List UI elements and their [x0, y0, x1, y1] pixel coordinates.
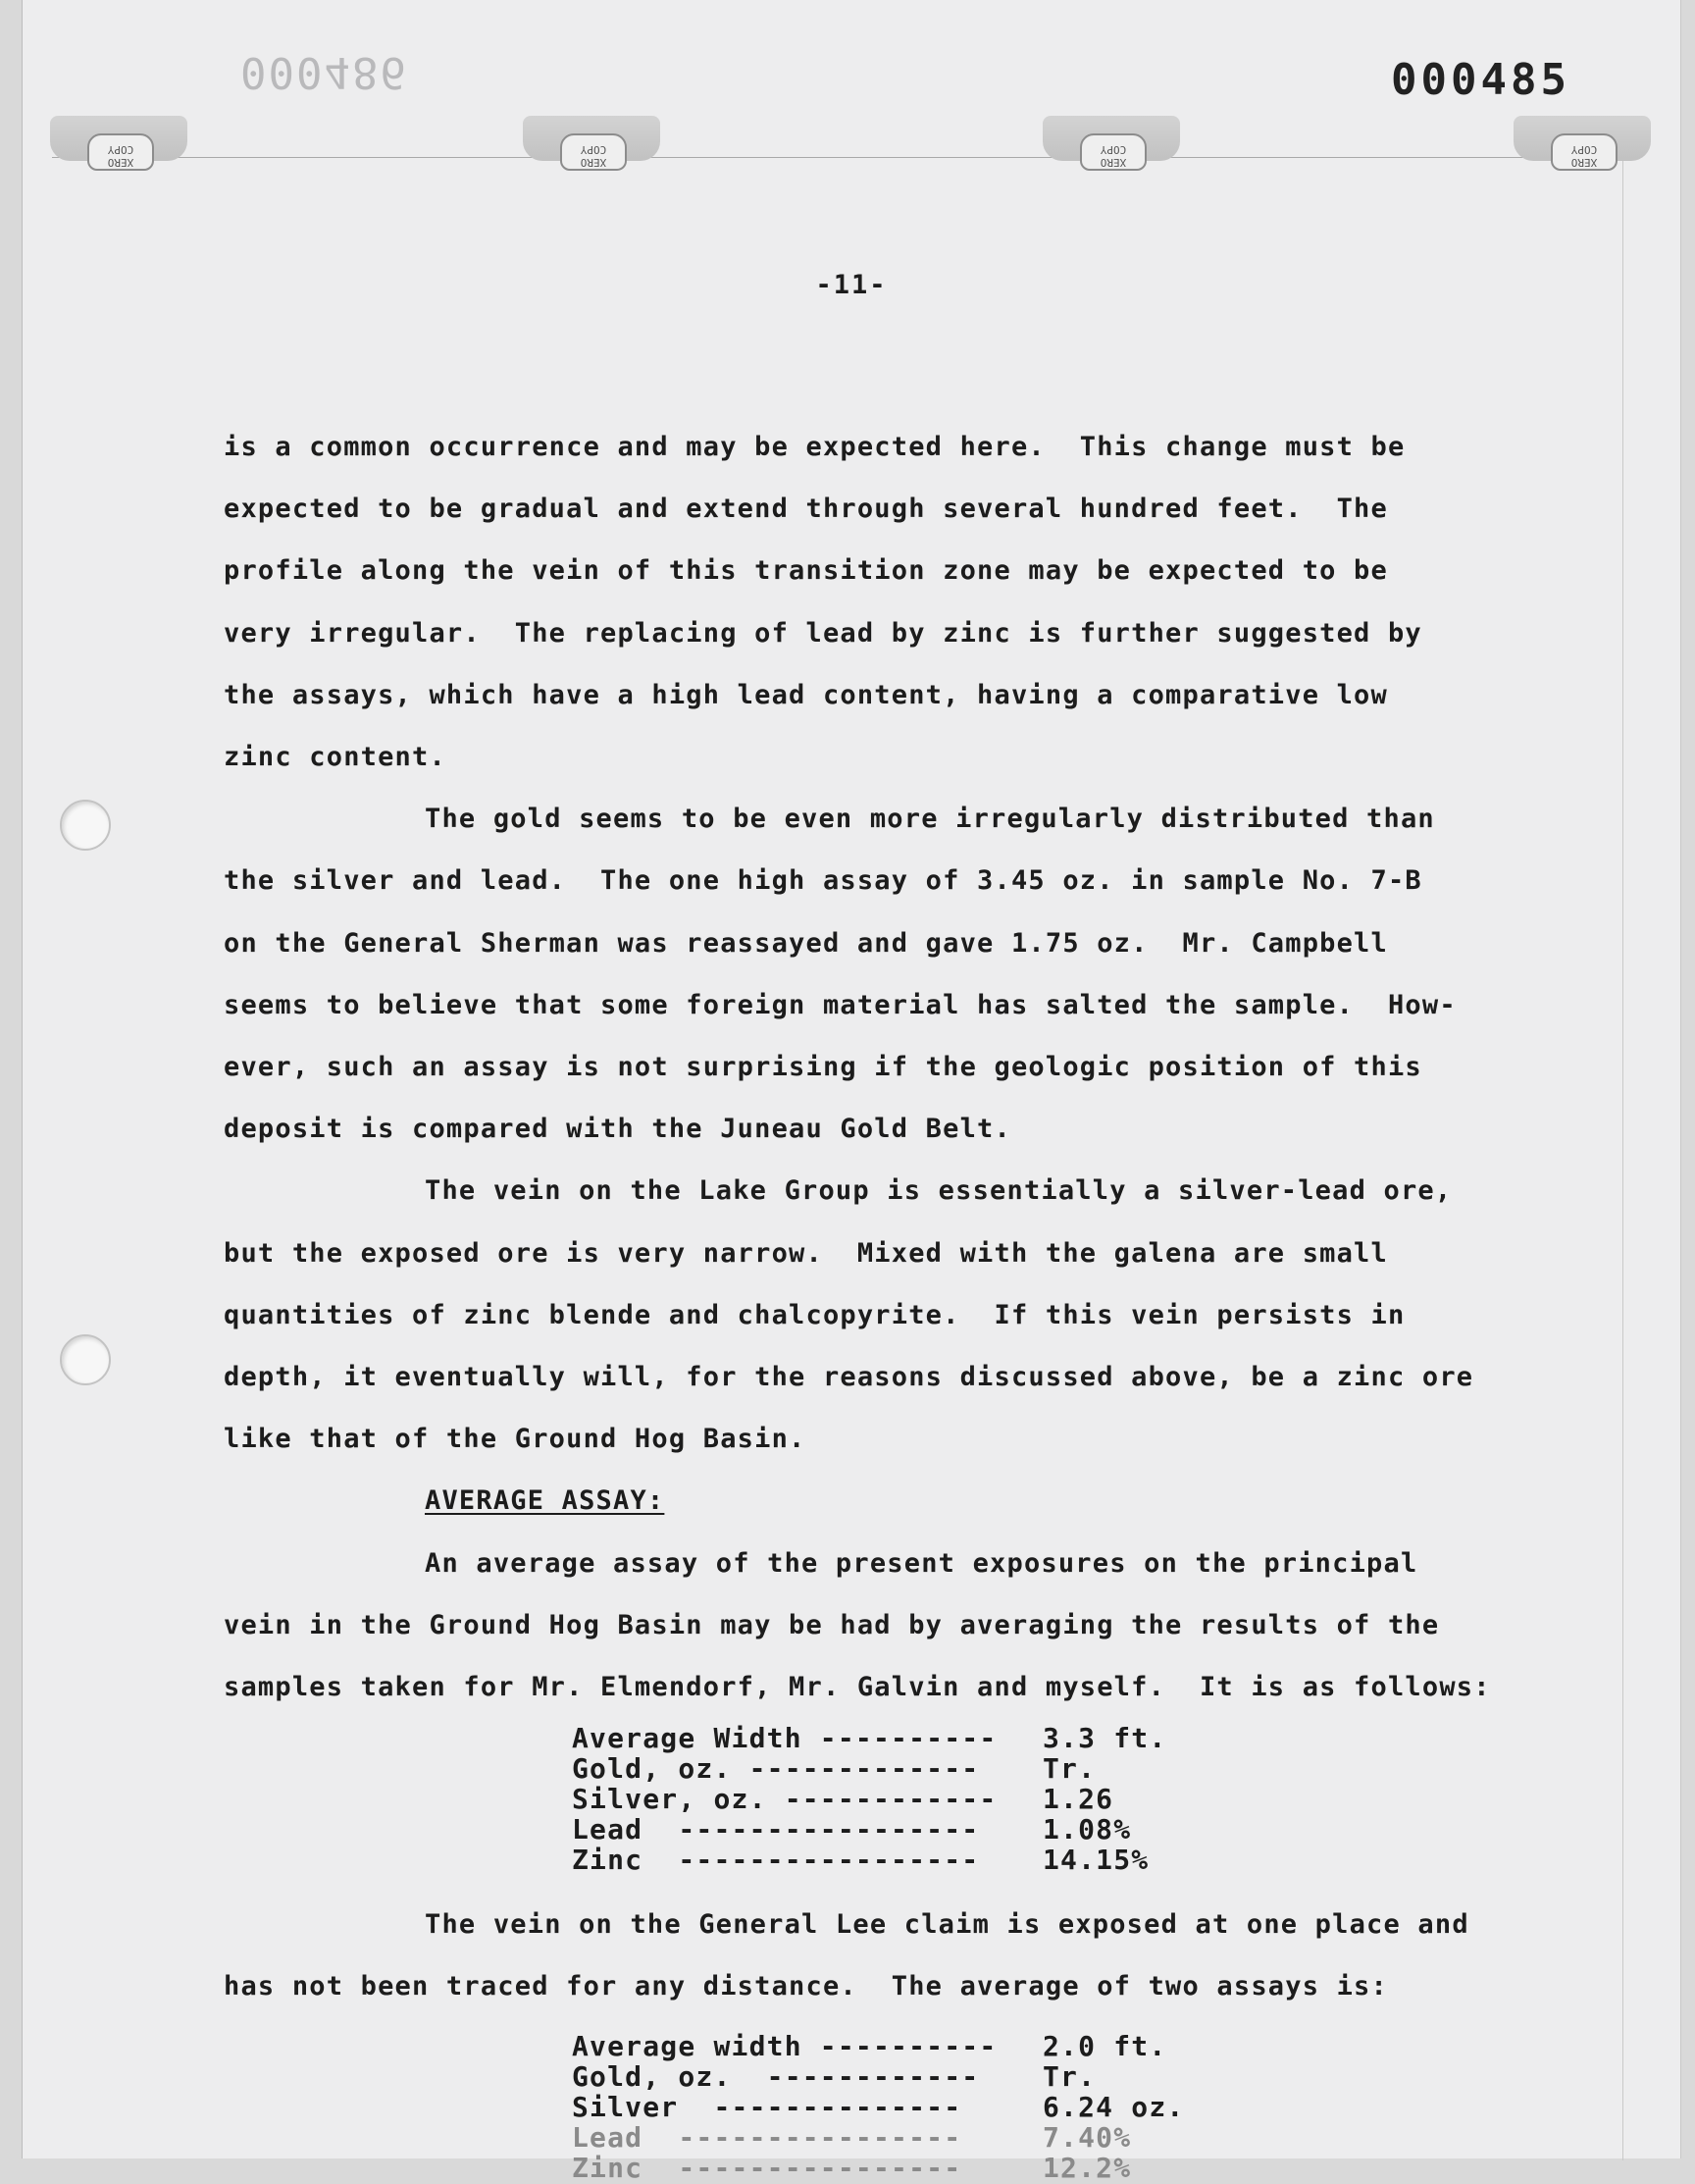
table-row: Gold, oz. ------------- Tr. — [572, 1752, 1097, 1785]
page-edge — [1622, 159, 1623, 2160]
text-line: The vein on the General Lee claim is exposed at one place and — [425, 1909, 1469, 1940]
text-line: but the exposed ore is very narrow. Mixed with the galena are small — [224, 1237, 1388, 1269]
text-line: samples taken for Mr. Elmendorf, Mr. Galvin and myself. It is as follows: — [224, 1672, 1491, 1703]
mirrored-page-number: 000486 — [240, 47, 408, 97]
text-line: the silver and lead. The one high assay of 3.45 oz. in sample No. 7-B — [224, 865, 1422, 897]
xero-copy-tab — [1514, 116, 1651, 169]
table-row: Silver -------------- 6.24 oz. — [572, 2091, 1185, 2123]
xero-copy-tab — [50, 116, 187, 169]
binder-hole — [60, 800, 111, 851]
body-text — [224, 416, 1597, 1718]
text-line: depth, it eventually will, for the reasons discussed above, be a zinc ore — [224, 1362, 1474, 1393]
text-line: is a common occurrence and may be expected here. This change must be — [224, 432, 1406, 462]
text-line: seems to believe that some foreign material has salted the sample. How- — [224, 989, 1457, 1020]
xero-copy-tab — [1043, 116, 1180, 169]
text-line: very irregular. The replacing of lead by zinc is further suggested by — [224, 617, 1422, 649]
page-number: 000485 — [1391, 55, 1570, 105]
general-lee-assay-table — [572, 2031, 1184, 2183]
xero-copy-stamp: XERO COPY — [1551, 133, 1618, 171]
xero-copy-tab — [523, 116, 660, 169]
table-row: Gold, oz. ------------ Tr. — [572, 2060, 1097, 2093]
text-line: has not been traced for any distance. The average of two assays is: — [224, 1971, 1388, 2002]
text-line: profile along the vein of this transition zone may be expected to be — [224, 555, 1388, 587]
text-line: ever, such an assay is not surprising if the geologic position of this — [224, 1052, 1422, 1083]
table-row: Average Width ---------- 3.3 ft. — [572, 1722, 1167, 1754]
xero-copy-stamp: XERO COPY — [87, 133, 154, 171]
table-row: Average width ---------- 2.0 ft. — [572, 2030, 1167, 2062]
body-text — [224, 1894, 1597, 2017]
text-line: like that of the Ground Hog Basin. — [224, 1424, 806, 1455]
table-row: Zinc ----------------- 14.15% — [572, 1844, 1150, 1876]
average-assay-table — [572, 1723, 1166, 1875]
text-line: The gold seems to be even more irregularly distributed than — [425, 804, 1435, 835]
text-line: The vein on the Lake Group is essentially a silver-lead ore, — [425, 1175, 1453, 1207]
text-line: vein in the Ground Hog Basin may be had by averaging the results of the — [224, 1609, 1440, 1640]
section-heading: AVERAGE ASSAY: — [425, 1485, 665, 1517]
table-row: Lead ----------------- 1.08% — [572, 1813, 1132, 1846]
xero-copy-band — [52, 157, 1621, 160]
table-row: Lead ---------------- 7.40% — [572, 2121, 1132, 2154]
table-row: Zinc ---------------- 12.2% — [572, 2152, 1132, 2184]
text-line: An average assay of the present exposures on the principal — [425, 1547, 1418, 1579]
text-line: zinc content. — [224, 742, 446, 773]
document-page — [22, 0, 1681, 2184]
text-line: the assays, which have a high lead content, having a comparative low — [224, 679, 1388, 710]
text-line: expected to be gradual and extend through several hundred feet. The — [224, 494, 1388, 525]
binder-hole — [60, 1334, 111, 1385]
text-line: quantities of zinc blende and chalcopyrite. If this vein persists in — [224, 1299, 1406, 1330]
table-row: Silver, oz. ------------ 1.26 — [572, 1783, 1114, 1815]
folio-number: -11- — [815, 270, 888, 300]
xero-copy-stamp: XERO COPY — [1080, 133, 1147, 171]
xero-copy-stamp: XERO COPY — [560, 133, 627, 171]
text-line: on the General Sherman was reassayed and gave 1.75 oz. Mr. Campbell — [224, 927, 1388, 959]
text-line: deposit is compared with the Juneau Gold Belt. — [224, 1114, 1011, 1145]
